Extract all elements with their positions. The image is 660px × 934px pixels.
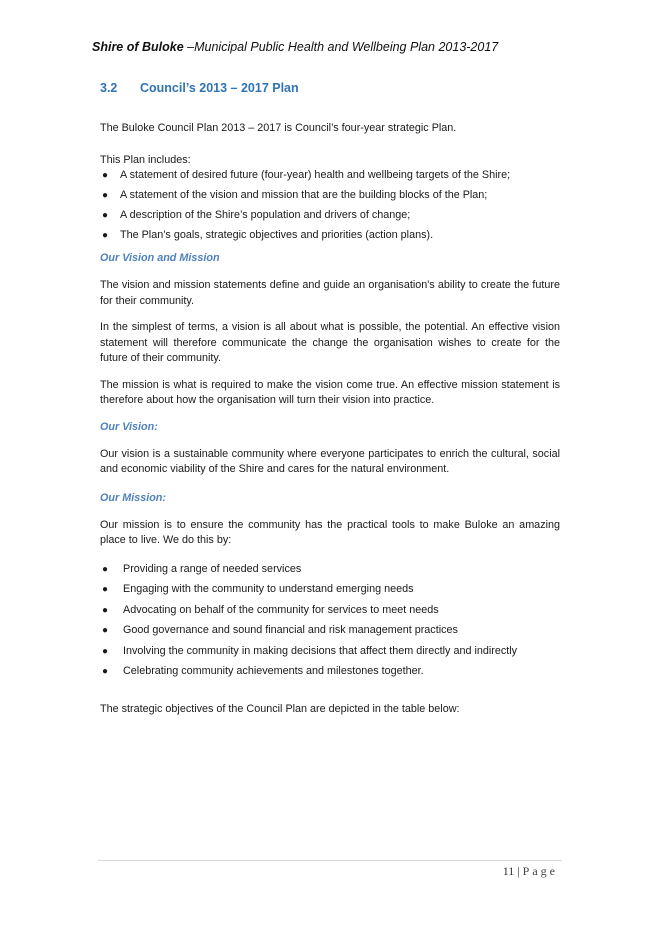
section-heading [100,81,560,95]
bullet-icon: ● [102,230,109,241]
vision-mission-heading: Our Vision and Mission [100,252,220,264]
bullet-icon: ● [102,584,109,595]
section-title: Council’s 2013 – 2017 Plan [140,81,299,95]
body-content [100,121,560,717]
bullet-icon: ● [102,625,109,636]
header-plan-title: –Municipal Public Health and Wellbeing Plan 2013-2017 [183,40,499,54]
bullet-icon: ● [102,604,109,616]
includes-label: This Plan includes: [100,153,191,166]
page-number-value: 11 [502,864,515,878]
list-item: ● A statement of the vision and mission that are the building blocks of the Plan; [100,188,560,208]
mission-paragraph: Our mission is to ensure the community has the practical tools to make Buloke an amazing place to live. We do this by: [100,518,560,546]
bullet-icon: ● [102,170,109,181]
list-item: ● A description of the Shire’s population and drivers of change; [100,208,560,228]
list-item: ● A statement of desired future (four-year) health and wellbeing targets of the Shire; [100,168,560,188]
running-header [92,40,572,54]
list-item: ● Advocating on behalf of the community for services to meet needs [100,603,560,624]
list-item: ● Engaging with the community to understand emerging needs [100,582,560,603]
vision-heading: Our Vision: [100,420,158,433]
vision-mission-paragraph-1: The vision and mission statements define and guide an organisation's ability to create the future for their community. [100,279,560,307]
vision-mission-paragraph-2: In the simplest of terms, a vision is all about what is possible, the potential. An effective vision statement will therefore communicate the change the organisation wishes to create for the future of their community. [100,321,560,364]
vision-mission-paragraph-3: The mission is what is required to make the vision come true. An effective mission statement is therefore about how the organisation will turn their vision into practice. [100,378,560,406]
bullet-icon: ● [102,645,109,657]
page-number-separator: | [514,864,523,878]
footer-divider [98,860,562,861]
bullet-icon: ● [102,190,109,201]
list-item: ● The Plan’s goals, strategic objectives and priorities (action plans). [100,228,560,248]
vision-paragraph: Our vision is a sustainable community where everyone participates to enrich the cultural, social and economic viability of the Shire and cares for the natural environment. [100,447,560,475]
header-org: Shire of Buloke [92,40,184,54]
bullet-icon: ● [102,563,109,575]
page-number-label: Page [522,864,558,878]
mission-list [100,562,560,685]
page-number [430,864,558,879]
bullet-icon: ● [102,210,109,221]
bullet-icon: ● [102,666,109,677]
section-number: 3.2 [100,81,118,95]
mission-heading: Our Mission: [100,491,166,504]
list-item: ● Involving the community in making decisions that affect them directly and indirectly [100,644,560,665]
closing-paragraph: The strategic objectives of the Council Plan are depicted in the table below: [100,702,460,715]
list-item: ● Celebrating community achievements and milestones together. [100,664,560,685]
includes-list [100,168,560,248]
list-item: ● Good governance and sound financial and risk management practices [100,623,560,644]
list-item: ● Providing a range of needed services [100,562,560,583]
intro-paragraph: The Buloke Council Plan 2013 – 2017 is Council’s four-year strategic Plan. [100,122,457,134]
